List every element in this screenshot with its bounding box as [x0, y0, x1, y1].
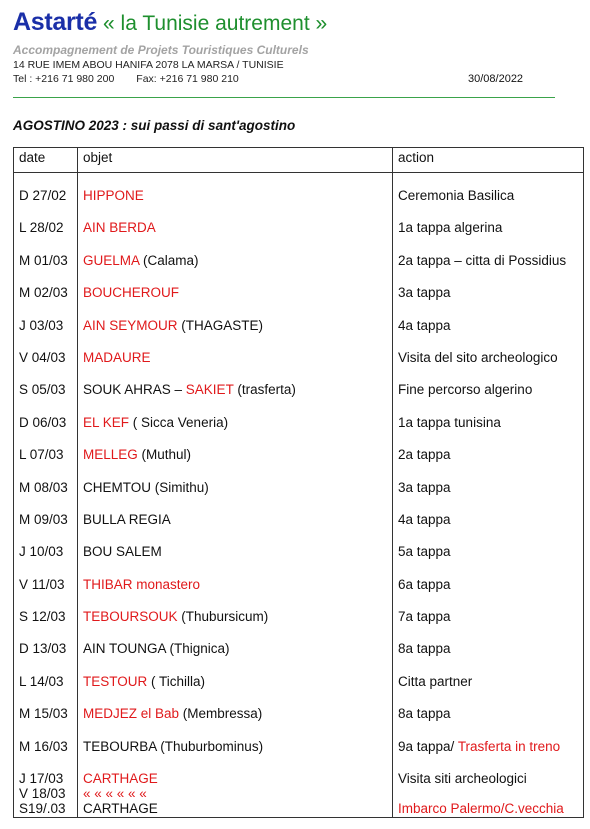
table-row	[14, 415, 584, 447]
phone-number: Tel : +216 71 980 200	[13, 73, 115, 85]
objet-cell	[78, 350, 393, 382]
action-cell	[393, 318, 584, 350]
document-title: AGOSTINO 2023 : sui passi di sant'agostino	[13, 118, 296, 133]
table-row	[14, 188, 584, 220]
objet-text: SOUK AHRAS –	[83, 382, 186, 398]
action-text: 3a tappa	[398, 479, 451, 495]
action-cell	[393, 415, 584, 447]
date-cell: J 10/03	[14, 544, 78, 576]
action-cell	[393, 739, 584, 771]
table-row-final	[14, 771, 584, 818]
table-row	[14, 480, 584, 512]
date-cell: M 09/03	[14, 512, 78, 544]
action-text: 1a tappa algerina	[398, 220, 503, 236]
company-subtitle: Accompagnement de Projets Touristiques Culturels	[13, 43, 309, 57]
table-row	[14, 285, 584, 317]
objet-text: AIN TOUNGA (Thignica)	[83, 641, 230, 657]
action-text: 3a tappa	[398, 285, 451, 301]
action-cell	[393, 480, 584, 512]
action-text: 7a tappa	[398, 609, 451, 625]
date-cell: M 02/03	[14, 285, 78, 317]
action-line	[398, 786, 583, 801]
action-cell	[393, 674, 584, 706]
action-cell	[393, 609, 584, 641]
document-date: 30/08/2022	[468, 73, 524, 85]
objet-cell	[78, 609, 393, 641]
objet-text: CARTHAGE	[83, 771, 158, 787]
objet-cell	[78, 577, 393, 609]
action-text: 8a tappa	[398, 641, 451, 657]
action-line	[398, 801, 583, 816]
action-cell	[393, 544, 584, 576]
header-action: action	[393, 148, 584, 173]
objet-line	[83, 801, 392, 816]
date-line: V 18/03	[19, 786, 66, 802]
date-cell: L 07/03	[14, 447, 78, 479]
company-address: 14 RUE IMEM ABOU HANIFA 2078 LA MARSA / TUNISIE	[13, 59, 284, 71]
objet-text: (Calama)	[139, 252, 199, 268]
objet-line	[83, 786, 392, 801]
action-cell	[393, 253, 584, 285]
action-cell	[393, 641, 584, 673]
objet-line	[83, 771, 392, 786]
objet-text: BOU SALEM	[83, 544, 162, 560]
table-spacer-row	[14, 173, 584, 189]
table-row	[14, 318, 584, 350]
action-line	[398, 771, 583, 786]
action-text: 8a tappa	[398, 706, 451, 722]
action-cell	[393, 382, 584, 414]
action-cell	[393, 188, 584, 220]
date-cell: V 11/03	[14, 577, 78, 609]
brand-name: Astarté	[13, 8, 98, 36]
table-row	[14, 253, 584, 285]
objet-text: AIN BERDA	[83, 220, 156, 236]
action-cell	[393, 350, 584, 382]
header-divider	[13, 97, 555, 98]
objet-text: MELLEG	[83, 447, 138, 463]
table-row	[14, 447, 584, 479]
objet-text: ( Tichilla)	[147, 673, 206, 689]
objet-text: TEBOURSOUK	[83, 609, 178, 625]
objet-text: GUELMA	[83, 252, 140, 268]
header-date: date	[14, 148, 78, 173]
table-row	[14, 220, 584, 252]
table-row	[14, 739, 584, 771]
table-row	[14, 609, 584, 641]
objet-cell	[78, 318, 393, 350]
action-cell	[393, 447, 584, 479]
objet-text: MEDJEZ el Bab	[83, 706, 180, 722]
date-cell: D 06/03	[14, 415, 78, 447]
objet-text: THIBAR monastero	[83, 576, 201, 592]
action-text: 4a tappa	[398, 317, 451, 333]
date-cell: S 05/03	[14, 382, 78, 414]
objet-cell	[78, 382, 393, 414]
date-cell	[14, 771, 78, 818]
objet-text: (Thubursicum)	[177, 609, 269, 625]
action-text: 2a tappa	[398, 447, 451, 463]
table-row	[14, 544, 584, 576]
objet-text: MADAURE	[83, 349, 151, 365]
objet-text: HIPPONE	[83, 188, 144, 203]
action-cell	[393, 512, 584, 544]
action-text: 1a tappa tunisina	[398, 414, 501, 430]
objet-text: (Membressa)	[179, 706, 263, 722]
table-row	[14, 512, 584, 544]
date-cell: S 12/03	[14, 609, 78, 641]
objet-text: (trasferta)	[233, 382, 296, 398]
objet-cell	[78, 771, 393, 818]
objet-text: CHEMTOU (Simithu)	[83, 479, 209, 495]
objet-cell	[78, 641, 393, 673]
header-objet: objet	[78, 148, 393, 173]
action-text: Visita siti archeologici	[398, 771, 527, 787]
objet-text: BOUCHEROUF	[83, 285, 180, 301]
table-header-row	[14, 148, 584, 173]
action-text: 2a tappa – citta di Possidius	[398, 252, 567, 268]
objet-cell	[78, 415, 393, 447]
action-text: Citta partner	[398, 673, 473, 689]
objet-text: TESTOUR	[83, 673, 148, 689]
action-cell	[393, 220, 584, 252]
date-cell: J 03/03	[14, 318, 78, 350]
action-cell	[393, 285, 584, 317]
itinerary-table	[13, 147, 584, 818]
objet-text: AIN SEYMOUR	[83, 317, 178, 333]
objet-text: CARTHAGE	[83, 801, 158, 817]
date-cell: M 16/03	[14, 739, 78, 771]
date-cell: V 04/03	[14, 350, 78, 382]
table-row	[14, 350, 584, 382]
objet-text: BULLA REGIA	[83, 511, 171, 527]
objet-text: TEBOURBA (Thuburbominus)	[83, 738, 264, 754]
objet-cell	[78, 739, 393, 771]
action-text: Ceremonia Basilica	[398, 188, 515, 203]
table-row	[14, 641, 584, 673]
objet-text: (THAGASTE)	[177, 317, 264, 333]
fax-number: Fax: +216 71 980 210	[136, 73, 239, 85]
action-text: Fine percorso algerino	[398, 382, 533, 398]
objet-cell	[78, 674, 393, 706]
action-text: Imbarco Palermo/C.vecchia	[398, 801, 564, 817]
brand-header	[13, 8, 327, 37]
objet-cell	[78, 285, 393, 317]
objet-cell	[78, 447, 393, 479]
date-cell: M 01/03	[14, 253, 78, 285]
company-phones	[13, 73, 239, 85]
objet-cell	[78, 253, 393, 285]
action-text: 6a tappa	[398, 576, 451, 592]
objet-text: (Muthul)	[137, 447, 192, 463]
brand-tagline: « la Tunisie autrement »	[103, 12, 328, 35]
action-text: Trasferta in treno	[457, 738, 561, 754]
date-cell: L 14/03	[14, 674, 78, 706]
objet-text: EL KEF	[83, 414, 130, 430]
objet-cell	[78, 512, 393, 544]
objet-cell	[78, 544, 393, 576]
date-cell: D 27/02	[14, 188, 78, 220]
objet-text: ( Sicca Veneria)	[129, 414, 229, 430]
table-row	[14, 577, 584, 609]
table-row	[14, 674, 584, 706]
date-line: S19/.03	[19, 801, 66, 817]
table-row	[14, 382, 584, 414]
action-text: Visita del sito archeologico	[398, 349, 558, 365]
objet-cell	[78, 480, 393, 512]
date-line: J 17/03	[19, 771, 64, 787]
action-text: 4a tappa	[398, 511, 451, 527]
date-cell: D 13/03	[14, 641, 78, 673]
date-cell: M 08/03	[14, 480, 78, 512]
action-text: 5a tappa	[398, 544, 451, 560]
table-row	[14, 706, 584, 738]
objet-cell	[78, 706, 393, 738]
action-cell	[393, 706, 584, 738]
action-cell	[393, 771, 584, 818]
action-text: 9a tappa/	[398, 738, 458, 754]
objet-cell	[78, 220, 393, 252]
action-cell	[393, 577, 584, 609]
objet-text: « « « « « «	[83, 786, 147, 802]
objet-cell	[78, 188, 393, 220]
date-cell: L 28/02	[14, 220, 78, 252]
date-cell: M 15/03	[14, 706, 78, 738]
objet-text: SAKIET	[185, 382, 234, 398]
